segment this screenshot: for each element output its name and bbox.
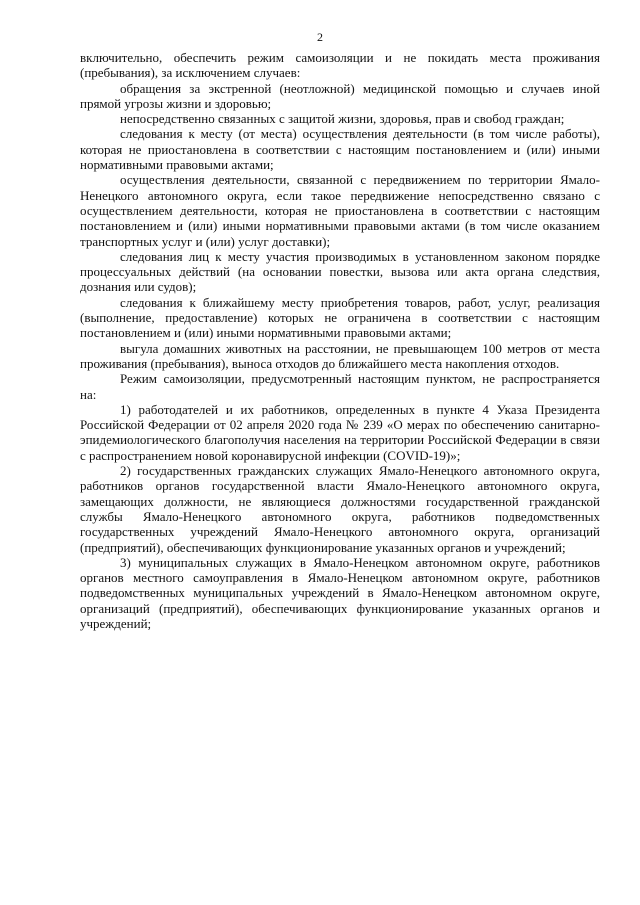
paragraph-item-2: 2) государственных гражданских служащих Ямало-Ненецкого автономного округа, работников органов государственной власти Ямало-Ненецкого автономного округа, замещающих должности, не являющиеся должностями государственной гражданской службы Ямало-Ненецкого автономного округа, работников подведомственных государственных учреждений Ямало-Ненецкого автономного округа, организаций (предприятий), обеспечивающих функционирование указанных органов и учреждений; [80,463,600,555]
paragraph-item-1: 1) работодателей и их работников, определенных в пункте 4 Указа Президента Российской Федерации от 02 апреля 2020 года № 239 «О мерах по обеспечению санитарно-эпидемиологического благополучия населения на территории Российской Федерации в связи с распространением новой коронавирусной инфекции (COVID-19)»; [80,401,600,463]
paragraph-regime-scope: Режим самоизоляции, предусмотренный настоящим пунктом, не распространяется на: [80,371,600,402]
document-body [80,50,600,631]
paragraph-exception-medical: обращения за экстренной (неотложной) медицинской помощью и случаев иной прямой угрозы жизни и здоровью; [80,80,600,111]
paragraph-exception-travel: осуществления деятельности, связанной с передвижением по территории Ямало-Ненецкого автономного округа, если такое передвижение непосредственно связано с осуществлением деятельности, которая не приостановлена в соответствии с настоящим постановлением и (или) иными нормативными правовыми актами (в том числе оказанием транспортных услуг и (или) услуг доставки); [80,172,600,249]
paragraph-item-3: 3) муниципальных служащих в Ямало-Ненецком автономном округе, работников органов местного самоуправления в Ямало-Ненецком автономном округе, работников подведомственных муниципальных учреждений в Ямало-Ненецком автономном округе, организаций (предприятий), обеспечивающих функционирование указанных органов и учреждений; [80,554,600,631]
paragraph-exception-work: следования к месту (от места) осуществления деятельности (в том числе работы), которая не приостановлена в соответствии с настоящим постановлением и (или) иными нормативными правовыми актами; [80,126,600,173]
paragraph-exception-rights: непосредственно связанных с защитой жизни, здоровья, прав и свобод граждан; [120,111,565,127]
paragraph-intro: включительно, обеспечить режим самоизоляции и не покидать места проживания (пребывания), за исключением случаев: [80,50,600,81]
paragraph-exception-pets: выгула домашних животных на расстоянии, не превышающем 100 метров от места проживания (пребывания), выноса отходов до ближайшего места накопления отходов. [80,340,600,371]
paragraph-exception-procedural: следования лиц к месту участия производимых в установленном законом порядке процессуальных действий (на основании повестки, вызова или акта органа следствия, дознания или судов); [80,248,600,295]
page-number: 2 [317,30,323,44]
paragraph-exception-shopping: следования к ближайшему месту приобретения товаров, работ, услуг, реализация (выполнение, предоставление) которых не ограничена в соответствии с настоящим постановлением и (или) иными нормативными правовыми актами; [80,294,600,341]
